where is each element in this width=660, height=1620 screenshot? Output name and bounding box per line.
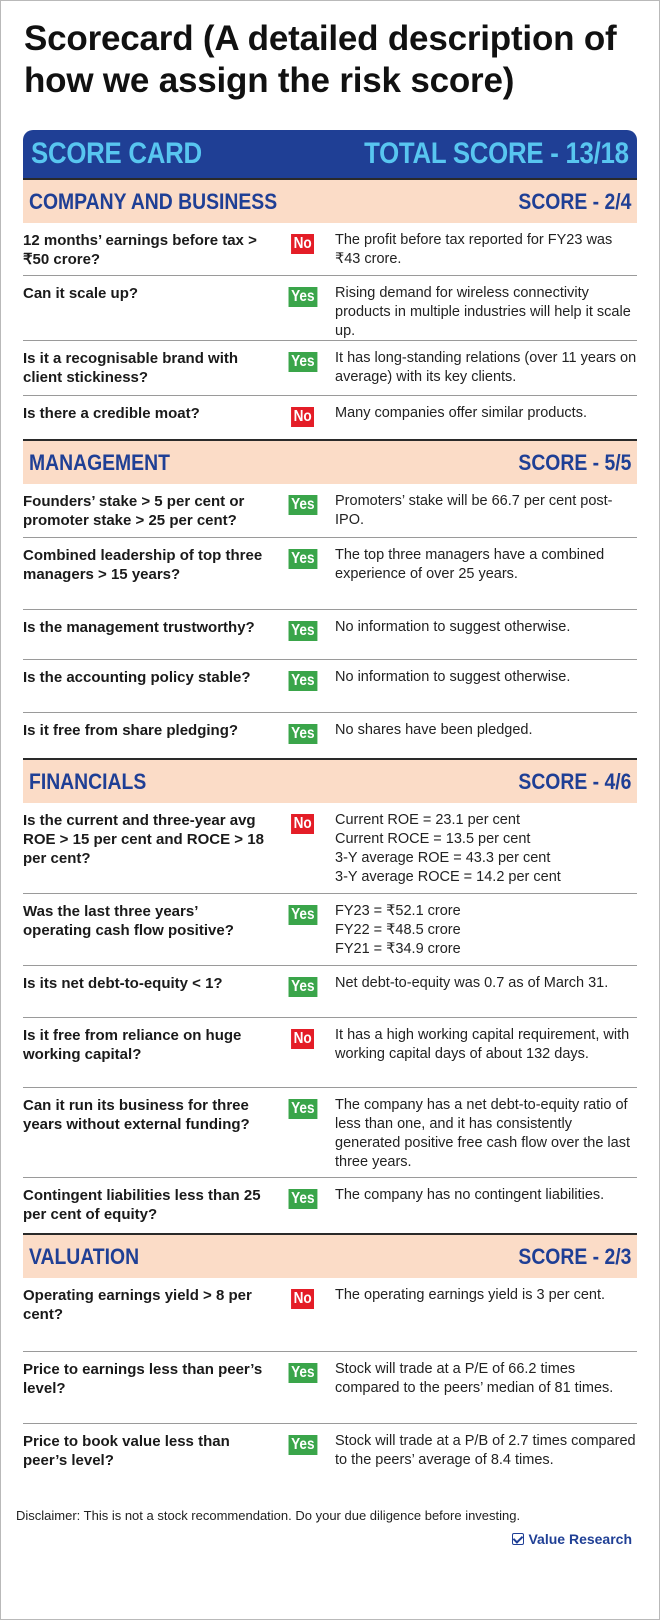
criterion-explanation: The operating earnings yield is 3 per cent. (335, 1287, 606, 1303)
criterion-question: Is it free from share pledging? (23, 722, 239, 739)
criterion-question: Is the current and three-year avg ROE > 15 per cent and ROCE > 18 per cent? (23, 812, 264, 867)
criterion-explanation: Rising demand for wireless connectivity products in multiple industries will help it scale up. (335, 285, 631, 339)
verdict-cell (273, 1026, 333, 1087)
page-title: Scorecard (A detailed description of how we assign the risk score) (24, 19, 617, 100)
criterion-row (23, 484, 637, 537)
criterion-question: Is its net debt-to-equity < 1? (23, 975, 223, 992)
score-card (23, 130, 637, 1493)
verdict-cell (273, 668, 333, 712)
yes-badge: Yes (289, 1435, 318, 1455)
criterion-row (23, 537, 637, 609)
criterion-explanation: Stock will trade at a P/E of 66.2 times compared to the peers’ median of 81 times. (335, 1361, 614, 1396)
section-header (23, 758, 637, 803)
brand-logo (512, 1531, 632, 1547)
verdict-cell (273, 492, 333, 537)
score-card-header (23, 130, 637, 178)
section-score: SCORE - 4/6 (518, 768, 631, 794)
criterion-explanation: No shares have been pledged. (335, 722, 533, 738)
yes-badge: Yes (289, 977, 318, 997)
criterion-explanation: The company has a net debt-to-equity ratio of less than one, and it has consistently generated positive free cash flow over the last three years. (335, 1097, 630, 1170)
criterion-explanation: No information to suggest otherwise. (335, 669, 571, 685)
section-score: SCORE - 2/4 (518, 188, 631, 214)
criterion-row (23, 1423, 637, 1493)
criterion-row (23, 965, 637, 1017)
criterion-question: Was the last three years’ operating cash flow positive? (23, 903, 234, 939)
section-header (23, 439, 637, 484)
criterion-explanation: It has long-standing relations (over 11 years on average) with its key clients. (335, 350, 637, 385)
criterion-row (23, 340, 637, 395)
criterion-row (23, 1351, 637, 1423)
verdict-cell (273, 284, 333, 341)
verdict-cell (273, 404, 333, 439)
verdict-cell (273, 546, 333, 609)
criterion-row (23, 659, 637, 712)
section-rows (23, 1278, 637, 1493)
brand-name: Value Research (528, 1531, 632, 1547)
yes-badge: Yes (289, 1363, 318, 1383)
criterion-explanation: Stock will trade at a P/B of 2.7 times compared to the peers’ average of 8.4 times. (335, 1433, 636, 1468)
criterion-explanation: The company has no contingent liabilities. (335, 1187, 605, 1203)
criterion-question: Is the management trustworthy? (23, 619, 255, 636)
yes-badge: Yes (289, 905, 318, 925)
verdict-cell (273, 974, 333, 1017)
verdict-cell (273, 1286, 333, 1351)
criterion-row (23, 1017, 637, 1087)
criterion-explanation: Net debt-to-equity was 0.7 as of March 31. (335, 975, 609, 991)
yes-badge: Yes (289, 495, 318, 515)
criterion-row (23, 893, 637, 965)
yes-badge: Yes (289, 1099, 318, 1119)
section-title: VALUATION (29, 1243, 140, 1269)
criterion-question: Operating earnings yield > 8 per cent? (23, 1287, 252, 1323)
verdict-cell (273, 902, 333, 965)
verdict-cell (273, 721, 333, 758)
criterion-explanation: The profit before tax reported for FY23 was ₹43 crore. (335, 232, 613, 267)
verdict-cell (273, 1096, 333, 1177)
checkbox-logo-icon (512, 1533, 524, 1545)
yes-badge: Yes (289, 1189, 318, 1209)
criterion-row (23, 1087, 637, 1177)
score-card-label: SCORE CARD (31, 137, 202, 170)
criterion-question: Is it a recognisable brand with client stickiness? (23, 350, 239, 386)
criterion-row (23, 1177, 637, 1233)
section-title: FINANCIALS (29, 768, 147, 794)
verdict-cell (273, 618, 333, 659)
section-header (23, 178, 637, 223)
criterion-question: Price to earnings less than peer’s level? (23, 1361, 263, 1397)
criterion-explanation: FY23 = ₹52.1 crore FY22 = ₹48.5 crore FY21 = ₹34.9 crore (335, 903, 461, 957)
criterion-explanation: The top three managers have a combined experience of over 25 years. (335, 547, 605, 582)
section-rows (23, 484, 637, 758)
criterion-row (23, 609, 637, 659)
criterion-explanation: Current ROE = 23.1 per cent Current ROCE = 13.5 per cent 3-Y average ROE = 43.3 per cent 3-Y average ROCE = 14.2 per cent (335, 812, 561, 885)
no-badge: No (291, 234, 314, 254)
verdict-cell (273, 231, 333, 275)
criterion-row (23, 395, 637, 439)
disclaimer: Disclaimer: This is not a stock recommendation. Do your due diligence before investing. (16, 1508, 521, 1523)
verdict-cell (273, 1432, 333, 1493)
verdict-cell (273, 811, 333, 893)
criterion-row (23, 223, 637, 275)
no-badge: No (291, 1289, 314, 1309)
criterion-explanation: Promoters’ stake will be 66.7 per cent post-IPO. (335, 493, 613, 528)
criterion-row (23, 803, 637, 893)
criterion-row (23, 1278, 637, 1351)
no-badge: No (291, 407, 314, 427)
section-rows (23, 223, 637, 439)
criterion-explanation: No information to suggest otherwise. (335, 619, 571, 635)
yes-badge: Yes (289, 549, 318, 569)
sections-container (23, 178, 637, 1493)
verdict-cell (273, 1186, 333, 1233)
criterion-question: Is the accounting policy stable? (23, 669, 251, 686)
criterion-question: Can it run its business for three years without external funding? (23, 1097, 250, 1133)
section-score: SCORE - 5/5 (518, 449, 631, 475)
yes-badge: Yes (289, 724, 318, 744)
section-header (23, 1233, 637, 1278)
criterion-question: Is there a credible moat? (23, 405, 200, 422)
verdict-cell (273, 349, 333, 395)
criterion-question: Price to book value less than peer’s level? (23, 1433, 230, 1469)
criterion-row (23, 712, 637, 758)
no-badge: No (291, 1029, 314, 1049)
criterion-question: Founders’ stake > 5 per cent or promoter stake > 25 per cent? (23, 493, 245, 529)
section-title: COMPANY AND BUSINESS (29, 188, 278, 214)
criterion-question: Combined leadership of top three managers > 15 years? (23, 547, 263, 583)
criterion-question: Contingent liabilities less than 25 per cent of equity? (23, 1187, 261, 1223)
yes-badge: Yes (289, 352, 318, 372)
total-score: TOTAL SCORE - 13/18 (364, 137, 629, 170)
criterion-row (23, 275, 637, 340)
section-title: MANAGEMENT (29, 449, 170, 475)
yes-badge: Yes (289, 671, 318, 691)
yes-badge: Yes (289, 621, 318, 641)
yes-badge: Yes (289, 287, 318, 307)
section-score: SCORE - 2/3 (518, 1243, 631, 1269)
criterion-question: Can it scale up? (23, 285, 139, 302)
criterion-explanation: Many companies offer similar products. (335, 405, 587, 421)
criterion-question: Is it free from reliance on huge working capital? (23, 1027, 242, 1063)
criterion-explanation: It has a high working capital requirement, with working capital days of about 132 days. (335, 1027, 630, 1062)
verdict-cell (273, 1360, 333, 1423)
section-rows (23, 803, 637, 1233)
no-badge: No (291, 814, 314, 834)
criterion-question: 12 months’ earnings before tax > ₹50 crore? (23, 232, 257, 268)
